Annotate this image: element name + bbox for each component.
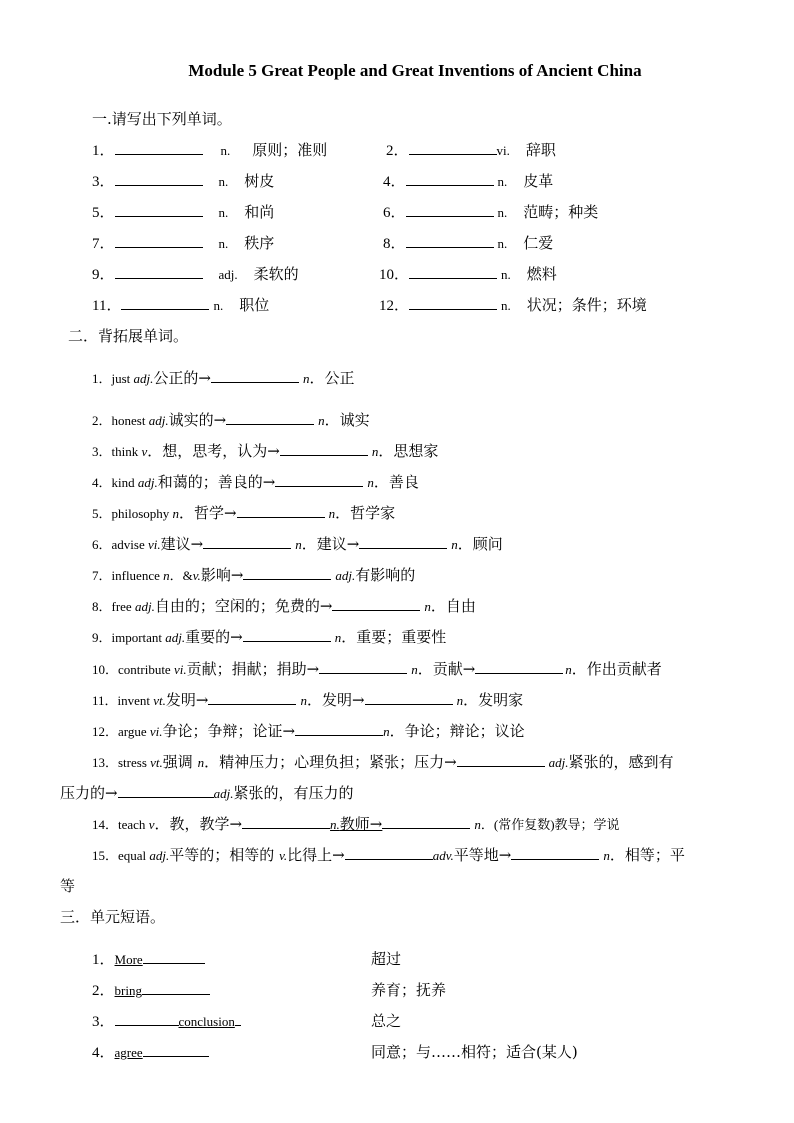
extension-item: 7．influence n．&v.影响→ adj.有影响的 <box>92 566 416 584</box>
answer-blank[interactable] <box>406 173 494 186</box>
vocab-item: 6． n. 范畴；种类 <box>383 203 599 221</box>
answer-blank[interactable] <box>409 142 497 155</box>
extension-item: 2．honest adj.诚实的→ n．诚实 <box>92 411 370 429</box>
extension-item: 12．argue vi.争论；争辩；论证→ n．争论；辩论；议论 <box>92 722 525 740</box>
answer-blank[interactable] <box>365 692 453 705</box>
extension-item: 6．advise vi.建议→ n．建议→ n．顾问 <box>92 535 503 553</box>
answer-blank[interactable] <box>143 951 205 964</box>
section-3-heading: 三．单元短语。 <box>60 908 166 926</box>
section-2-heading: 二．背拓展单词。 <box>68 327 189 345</box>
answer-blank[interactable] <box>143 1044 209 1057</box>
answer-blank[interactable] <box>243 629 331 642</box>
answer-blank[interactable] <box>243 567 331 580</box>
extension-item-continued: 压力的→ adj.紧张的，有压力的 <box>60 784 354 802</box>
phrase-meaning: 超过 <box>371 950 402 968</box>
answer-blank[interactable] <box>115 173 203 186</box>
answer-blank[interactable] <box>226 412 314 425</box>
phrase-item: 3． conclusion <box>92 1010 241 1031</box>
extension-item: 3．think v．想，思考，认为→ n．思想家 <box>92 442 439 460</box>
answer-blank[interactable] <box>409 266 497 279</box>
extension-item: 1．just adj.公正的→ n．公正 <box>92 369 355 387</box>
vocab-item: 2． vi. 辞职 <box>386 141 556 159</box>
answer-blank[interactable] <box>115 142 203 155</box>
extension-item-continued: 等 <box>60 877 76 895</box>
answer-blank[interactable] <box>406 235 494 248</box>
answer-blank[interactable] <box>332 598 420 611</box>
answer-blank[interactable] <box>319 661 407 674</box>
answer-blank[interactable] <box>142 982 210 995</box>
answer-blank[interactable] <box>295 723 383 736</box>
answer-blank[interactable] <box>115 204 203 217</box>
answer-blank[interactable] <box>203 536 291 549</box>
extension-item: 13．stress vt.强调 n．精神压力；心理负担；紧张；压力→ adj.紧张的，感到有 <box>92 753 674 771</box>
answer-blank[interactable] <box>511 847 599 860</box>
answer-blank[interactable] <box>242 816 330 829</box>
answer-blank[interactable] <box>208 692 296 705</box>
phrase-meaning: 同意；与……相符；适合(某人) <box>371 1043 578 1061</box>
phrase-meaning: 养育；抚养 <box>371 981 447 999</box>
answer-blank[interactable] <box>121 297 209 310</box>
extension-item: 15．equal adj.平等的；相等的 v.比得上→ adv.平等地→ n．相等；平 <box>92 846 685 864</box>
extension-item: 11．invent vt.发明→ n．发明→ n．发明家 <box>92 691 524 709</box>
answer-blank[interactable] <box>475 661 563 674</box>
vocab-item: 10． n. 燃料 <box>379 265 557 283</box>
answer-blank[interactable] <box>406 204 494 217</box>
phrase-item: 1．More <box>92 948 205 969</box>
answer-blank[interactable] <box>115 266 203 279</box>
extension-item: 8．free adj.自由的；空闲的；免费的→ n．自由 <box>92 597 476 615</box>
answer-blank[interactable] <box>409 297 497 310</box>
answer-blank[interactable] <box>359 536 447 549</box>
vocab-item: 3． n. 树皮 <box>92 172 275 190</box>
answer-blank[interactable] <box>345 847 433 860</box>
answer-blank[interactable] <box>275 474 363 487</box>
phrase-item: 2．bring <box>92 979 210 1000</box>
extension-item: 4．kind adj.和蔼的；善良的→ n．善良 <box>92 473 419 491</box>
vocab-item: 7． n. 秩序 <box>92 234 275 252</box>
answer-blank[interactable] <box>115 1013 179 1026</box>
extension-item: 9．important adj.重要的→ n．重要；重要性 <box>92 628 447 646</box>
answer-blank[interactable] <box>237 505 325 518</box>
vocab-item: 11． n. 职位 <box>92 296 270 314</box>
vocab-item: 9． adj. 柔软的 <box>92 265 299 283</box>
vocab-item: 5． n. 和尚 <box>92 203 275 221</box>
answer-blank[interactable] <box>118 785 214 798</box>
answer-blank[interactable] <box>457 754 545 767</box>
extension-item: 5．philosophy n．哲学→ n．哲学家 <box>92 504 396 522</box>
extension-item: 14．teach v．教，教学→ n.教师→ n．(常作复数)教导；学说 <box>92 815 620 833</box>
vocab-item: 12． n. 状况；条件；环境 <box>379 296 647 314</box>
answer-blank[interactable] <box>382 816 470 829</box>
answer-blank[interactable] <box>115 235 203 248</box>
phrase-meaning: 总之 <box>371 1012 402 1030</box>
vocab-item: 1． n. 原则；准则 <box>92 141 328 159</box>
page-title: Module 5 Great People and Great Inventions of Ancient China <box>188 61 642 80</box>
vocab-item: 4． n. 皮革 <box>383 172 554 190</box>
phrase-item: 4．agree <box>92 1041 209 1062</box>
extension-item: 10．contribute vi.贡献；捐献；捐助→ n．贡献→ n．作出贡献者 <box>92 660 662 678</box>
answer-blank[interactable] <box>211 370 299 383</box>
vocab-item: 8． n. 仁爱 <box>383 234 554 252</box>
section-1-heading: 一.请写出下列单词。 <box>92 110 232 128</box>
answer-blank[interactable] <box>280 443 368 456</box>
